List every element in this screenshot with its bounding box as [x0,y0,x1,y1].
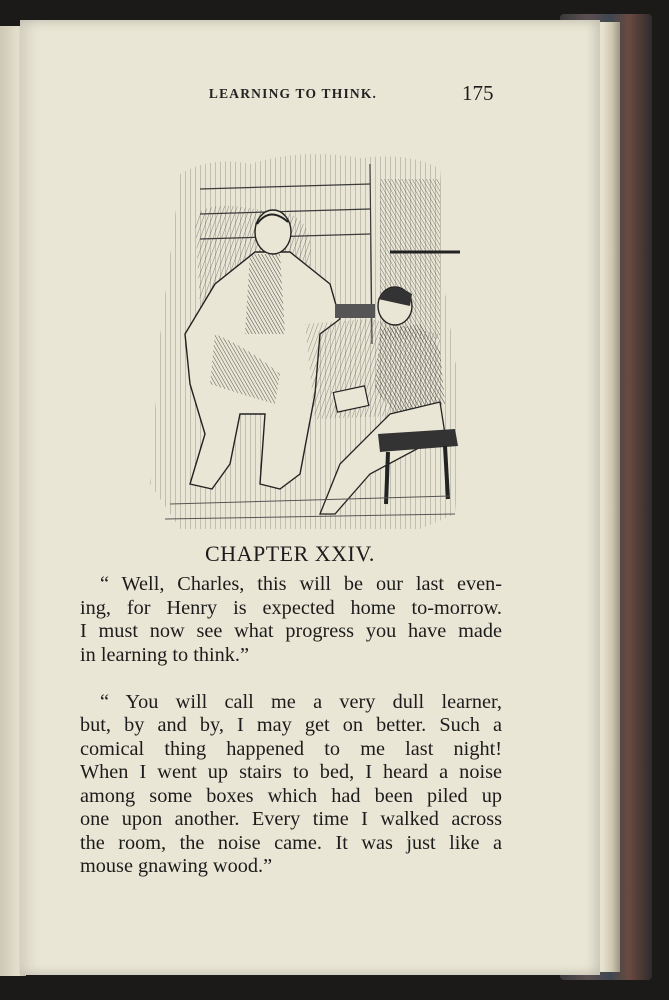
chapter-heading: CHAPTER XXIV. [205,541,375,566]
engraving-illustration [140,134,465,554]
text-line: When I went up stairs to bed, I heard a noise [80,761,502,783]
text-line: one upon another. Every time I walked across [80,808,502,830]
text-line: “ You will call me a very dull learner, [100,690,502,713]
text-line: ing, for Henry is expected home to-morrow. [80,596,502,619]
running-head: LEARNING TO THINK. [208,86,378,101]
paragraph-2 [80,691,502,879]
page-number: 175 [462,81,494,105]
text-line: in learning to think.” [80,643,249,666]
text-line: I must now see what progress you have made [80,620,502,642]
text-line: but, by and by, I may get on better. Such a [80,714,502,736]
body-text [80,573,502,879]
text-line: the room, the noise came. It was just like a [80,831,502,854]
text-line: mouse gnawing wood.” [80,855,273,877]
text-line: “ Well, Charles, this will be our last even- [100,573,502,595]
text-line: among some boxes which had been piled up [80,784,502,807]
paragraph-1 [80,573,502,691]
text-line: comical thing happened to me last night! [80,737,502,760]
